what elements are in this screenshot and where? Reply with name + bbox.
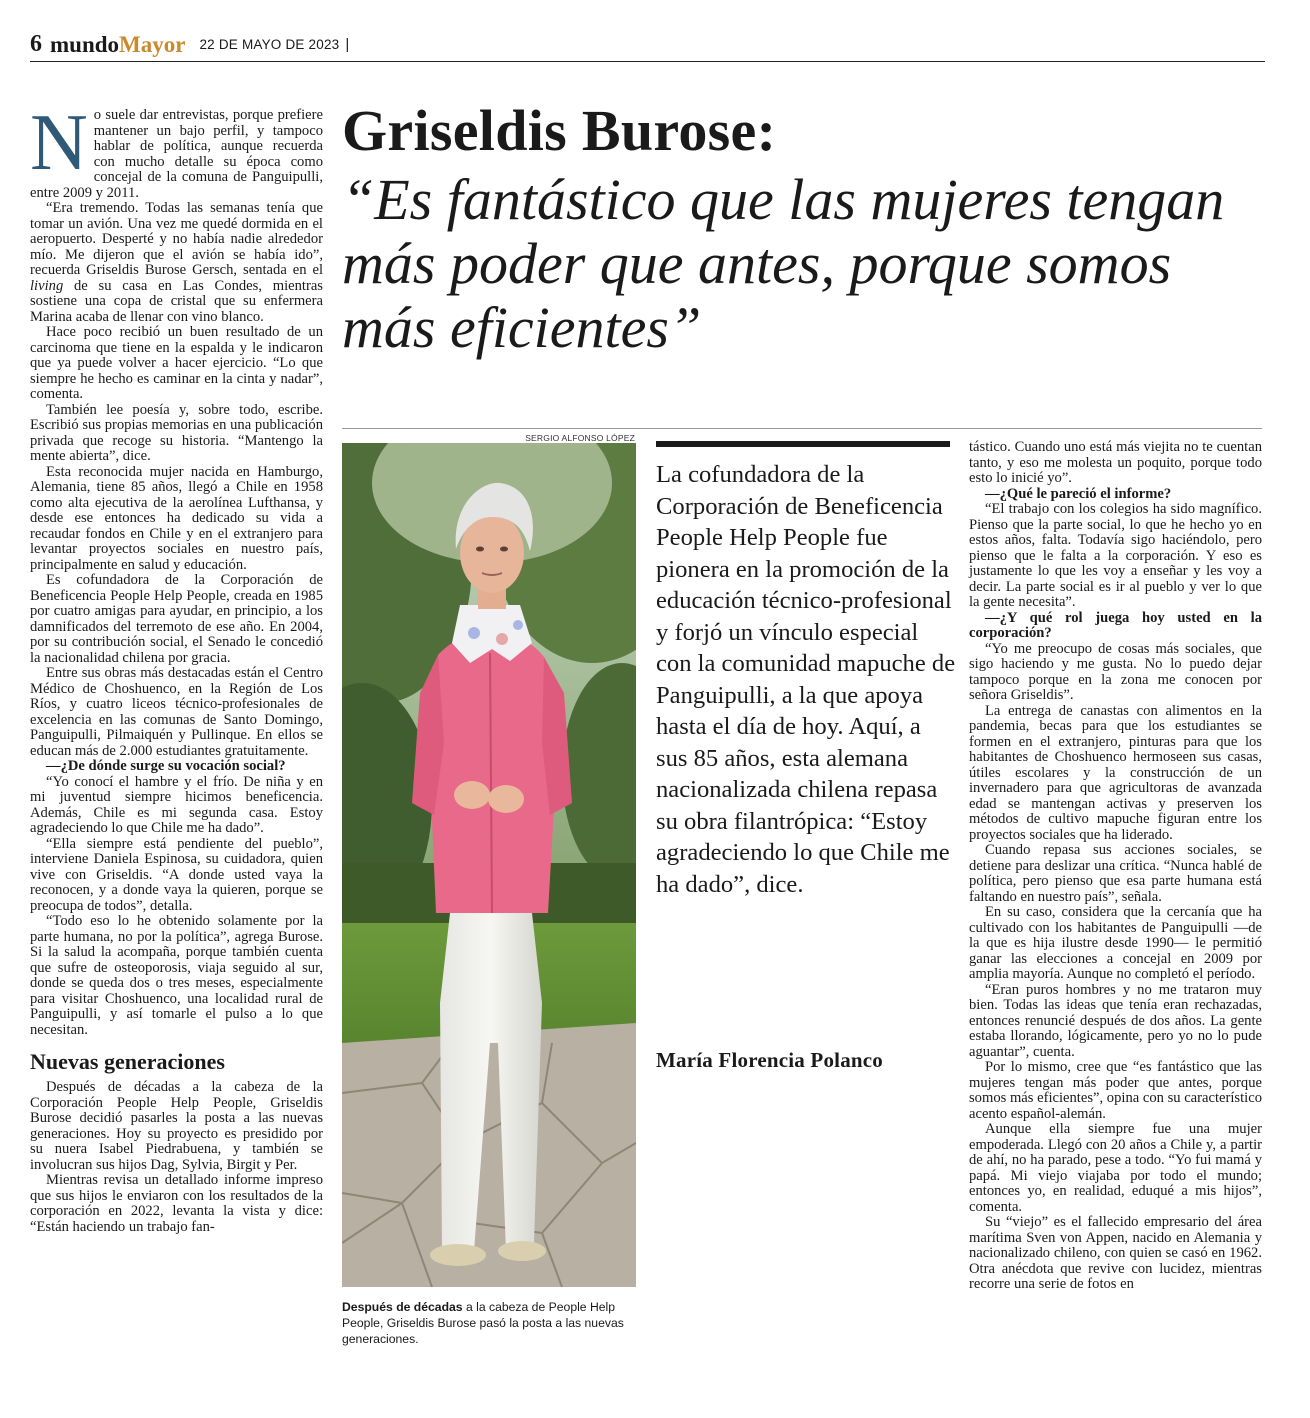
paragraph: También lee poesía y, sobre todo, escribe. Escribió sus propias memorias en una publicación privada que recoge su historia. “Mantengo la mente abierta”, dice. (30, 401, 323, 464)
article-column-4 (969, 440, 1262, 1293)
paragraph: “Yo conocí el hambre y el frío. De niña y en mi juventud siempre hicimos beneficencia. Además, Chile es mi segunda casa. Estoy agradeciendo lo que Chile me ha dado”. (30, 773, 323, 836)
caption-text: a la cabeza de People Help People, Griseldis Burose pasó la posta a las nuevas generaciones. (342, 1300, 624, 1346)
header-separator: | (345, 36, 350, 53)
article-column-1 (30, 99, 323, 1235)
paragraph: Después de décadas a la cabeza de la Corporación People Help People, Griseldis Burose decidió pasarles la posta a las nuevas generaciones. Hoy su proyecto es presidido por su nuera Isabel Piedrabuena, y también se involucran sus hijos Dag, Sylvia, Birgit y Per. (30, 1079, 323, 1173)
paragraph: Cuando repasa sus acciones sociales, se detiene para deslizar una crítica. “Nunca hablé de política, pero pienso que esa parte humana está faltando en nuestro país”, señala. (969, 842, 1262, 905)
paragraph: Su “viejo” es el fallecido empresario del área marítima Sven von Appen, nacido en Alemania y nacionalizado chileno, con quien se casó en 1962. Otra anécdota que revive con lucidez, mientras recorre una serie de fotos en (969, 1214, 1262, 1292)
section-brand-mundo: mundo (50, 31, 120, 57)
headline-name: Griseldis Burose: (342, 98, 777, 163)
page-header (30, 28, 1265, 62)
paragraph: Entre sus obras más destacadas están el Centro Médico de Choshuenco, en la Región de Los Ríos, y cuatro liceos técnico-profesionales de excelencia en las comunas de Santo Domingo, Panguipulli, Pilmaiquén y Pullinque. En ellos se educan más de 2.000 estudiantes gratuitamente. (30, 665, 323, 759)
paragraph: Por lo mismo, cree que “es fantástico que las mujeres tengan más poder que antes, porque somos más eficientes”, opina con su característico acento español-alemán. (969, 1059, 1262, 1122)
paragraph: Esta reconocida mujer nacida en Hamburgo, Alemania, tiene 85 años, llegó a Chile en 1958 como alta ejecutiva de la aerolínea Lufthansa, y desde ese entonces ha dedicado su vida a recaudar fondos en Chile y en el extranjero para levantar proyectos sociales en nuestro país, principalmente en salud y educación. (30, 463, 323, 573)
paragraph: “Yo me preocupo de cosas más sociales, que sigo haciendo y me gusta. No lo puedo dejar tampoco porque en la zona me conocen por señora Griseldis”. (969, 640, 1262, 703)
portrait-photo (342, 443, 636, 1287)
page-number: 6 (30, 31, 42, 57)
paragraph: “El trabajo con los colegios ha sido magnífico. Pienso que la parte social, lo que he hecho yo en estos años, falta. Todavía sigo haciéndolo, pero pienso que le falta a la corporación. Y eso es justamente lo que les voy a enseñar y les voy a decir. La parte social es ir al pueblo y ver lo que la gente necesita”. (969, 501, 1262, 610)
headline-divider (342, 428, 1262, 429)
subheading: Nuevas generaciones (30, 1049, 225, 1074)
interview-question: —¿Qué le pareció el informe? (985, 485, 1172, 502)
drop-cap: N (30, 99, 88, 187)
article-headline (342, 100, 1262, 360)
paragraph: tástico. Cuando uno está más viejita no te cuentan tanto, y eso me molesta un poquito, porque todo esto lo inicié yo”. (969, 439, 1262, 486)
paragraph: o suele dar entrevistas, porque prefiere mantener un bajo perfil, y tampoco hablar de política, aunque recuerda con mucho detalle su época como concejal de la comuna de Panguipulli, entre 2009 y 2011. (30, 107, 323, 201)
paragraph: “Era tremendo. Todas las semanas tenía que tomar un avión. Una vez me quedé dormida en el aeropuerto. Desperté y no había nadie alrededor mío. Me dijeron que el avión se había ido”, recuerda Griseldis Burose Gersch, sentada en el living de su casa en Las Condes, mientras sostiene una copa de cristal que su enfermera Marina acaba de llenar con vino blanco. (30, 200, 323, 325)
paragraph: “Eran puros hombres y no me trataron muy bien. Todas las ideas que tenía eran rechazadas, entonces renuncié después de dos años. La gente estaba llorando, lógicamente, pero yo no lo pude aguantar”, cuenta. (969, 981, 1262, 1060)
byline: María Florencia Polanco (656, 1048, 883, 1072)
lead-paragraph: La cofundadora de la Corporación de Beneficencia People Help People fue pionera en la promoción de la educación técnico-profesional y forjó un vínculo especial con la comunidad mapuche de Panguipulli, a la que apoya hasta el día de hoy. Aquí, a sus 85 años, esta alemana nacionalizada chilena repasa su obra filantrópica: “Estoy agradeciendo lo que Chile me ha dado”, dice. (656, 461, 956, 898)
photo-credit: SERGIO ALFONSO LÓPEZ (525, 433, 635, 443)
photo-caption (342, 1287, 636, 1365)
paragraph: “Todo eso lo he obtenido solamente por la parte humana, no por la política”, agrega Burose. Si la salud la acompaña, porque también cuenta que sufre de osteoporosis, viaja seguido al sur, donde se queda dos o tres meses, especialmente para visitar Choshuenco, una localidad rural de Panguipulli, y así tomarle el pulso a lo que necesitan. (30, 913, 323, 1038)
paragraph: Aunque ella siempre fue una mujer empoderada. Llegó con 20 años a Chile y, a partir de ahí, no ha parado, pese a todo. “Yo fui mamá y papá. Mi viejo viajaba por todo el mundo; entonces yo, en realidad, eduqué a mis hijos”, comenta. (969, 1121, 1262, 1215)
paragraph: Es cofundadora de la Corporación de Beneficencia People Help People, creada en 1985 por cuatro amigas para ayudar, en principio, a los damnificados del terremoto de ese año. En 2004, por su contribución social, el Senado le concedió la nacionalidad chilena por gracia. (30, 572, 323, 666)
interview-question: —¿De dónde surge su vocación social? (46, 758, 286, 774)
paragraph: “Ella siempre está pendiente del pueblo”, interviene Daniela Espinosa, su cuidadora, quien vive con Griseldis. “A donde usted vaya la reconocen, y a donde vaya la quieren, porque se preocupa de todos”, detalla. (30, 835, 323, 914)
paragraph: La entrega de canastas con alimentos en la pandemia, becas para que los estudiantes se formen en el extranjero, pinturas para que los habitantes de Choshuenco hermoseen sus casas, útiles escolares y la construcción de un invernadero para que agricultoras de avanzada edad se mantengan activas y preserven los métodos de cultivo mapuche figuran entre los proyectos sociales que ha liderado. (969, 702, 1262, 843)
interview-question: —¿Y qué rol juega hoy usted en la corporación? (969, 609, 1262, 641)
caption-lead: Después de décadas (342, 1300, 463, 1314)
lead-top-rule (656, 441, 950, 447)
issue-date: 22 DE MAYO DE 2023 (199, 37, 340, 52)
section-brand-mayor: Mayor (119, 31, 186, 57)
paragraph: En su caso, considera que la cercanía que ha cultivado con los habitantes de Panguipulli —de la que es hija ilustre desde 1990— le permitió ganar las elecciones a concejal en 2009 por amplia mayoría. Aunque no completó el período. (969, 904, 1262, 982)
italic-word: living (30, 277, 64, 294)
headline-quote: “Es fantástico que las mujeres tengan más poder que antes, porque somos más eficientes” (342, 167, 1225, 360)
paragraph: Mientras revisa un detallado informe impreso que sus hijos le enviaron con los resultados de la corporación en 2022, levanta la vista y dice: “Están haciendo un trabajo fan- (30, 1172, 323, 1235)
paragraph: Hace poco recibió un buen resultado de un carcinoma que tiene en la espalda y le indicaron que ya puede volver a hacer ejercicio. “Lo que siempre he hecho es caminar en la cinta y nadar”, comenta. (30, 324, 323, 402)
